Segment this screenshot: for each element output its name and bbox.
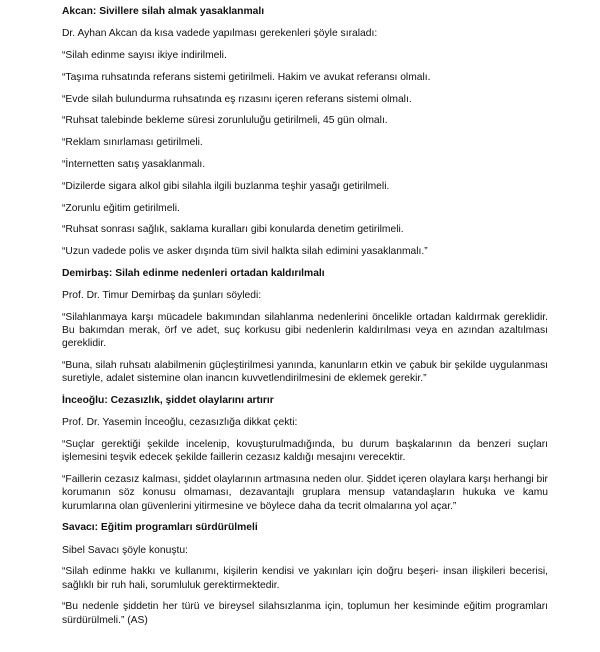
paragraph: “Faillerin cezasız kalması, şiddet olaylarının artmasına neden olur. Şiddet içeren olaylara karşı herhangi bir korumanın söz konusu olmaması, dezavantajlı gruplara mensup vatandaşların hukuka ve kamu kurumlarına olan güvenlerini yitirmesine ve böylece daha da tecrit olmalarına yol açar.” [62, 474, 548, 512]
paragraph: “Ruhsat sonrası sağlık, saklama kuralları gibi konularda denetim getirilmeli. [62, 224, 404, 236]
section-heading: Savacı: Eğitim programları sürdürülmeli [62, 522, 258, 534]
paragraph: “Reklam sınırlaması getirilmeli. [62, 137, 203, 149]
paragraph: “İnternetten satış yasaklanmalı. [62, 158, 206, 170]
paragraph: “Silah edinme hakkı ve kullanımı, kişilerin kendisi ve yakınları için doğru beşeri- insan ilişkileri becerisi, sağlıklı bir ruh hali, sorumluluk gerektirmektedir. [62, 566, 548, 591]
paragraph: Dr. Ayhan Akcan da kısa vadede yapılması gerekenleri şöyle sıraladı: [62, 28, 378, 40]
paragraph: “Buna, silah ruhsatı alabilmenin güçleştirilmesi yanında, kanunların etkin ve çabuk bir şekilde uygulanması suretiyle, adalet sistemine olan inancın kuvvetlendirilmesini de eklemek gerekir.” [62, 360, 548, 385]
paragraph: “Taşıma ruhsatında referans sistemi getirilmeli. Hakim ve avukat referansı olmalı. [62, 71, 431, 83]
paragraph: “Uzun vadede polis ve asker dışında tüm sivil halkta silah edimini yasaklanmalı.” [62, 246, 428, 258]
section-heading: Akcan: Sivillere silah almak yasaklanmalı [62, 6, 265, 17]
section-heading: Demirbaş: Silah edinme nedenleri ortadan kaldırılmalı [62, 267, 325, 279]
paragraph: “Silah edinme sayısı ikiye indirilmeli. [62, 50, 227, 61]
paragraph: Sibel Savacı şöyle konuştu: [62, 544, 188, 556]
paragraph: “Bu nedenle şiddetin her türü ve bireysel silahsızlanma için, toplumun her kesiminde eğitim programları sürdürülmeli.” (AS) [62, 601, 548, 626]
paragraph: “Ruhsat talebinde bekleme süresi zorunluluğu getirilmeli, 45 gün olmalı. [62, 115, 388, 127]
paragraph: “Dizilerde sigara alkol gibi silahla ilgili buzlanma teşhir yasağı getirilmeli. [62, 180, 390, 192]
paragraph: “Evde silah bulundurma ruhsatında eş rızasını içeren referans sistemi olmalı. [62, 93, 412, 105]
section-heading: İnceoğlu: Cezasızlık, şiddet olaylarını artırır [62, 395, 274, 407]
paragraph: “Zorunlu eğitim getirilmeli. [62, 202, 180, 214]
paragraph: Prof. Dr. Yasemin İnceoğlu, cezasızlığa dikkat çekti: [62, 417, 298, 429]
article-body [62, 0, 548, 627]
paragraph: “Silahlanmaya karşı mücadele bakımından silahlanma nedenlerini öncelikle ortadan kaldırmak gereklidir. Bu bakımdan merak, örf ve adet, suç korkusu gibi nedenlerin kaldırılması veya en azından azaltılması gereklidir. [62, 311, 548, 350]
paragraph: “Suçlar gerektiği şekilde incelenip, kovuşturulmadığında, bu durum başkalarının da benzeri suçları işlemesini teşvik edecek şekilde faillerin cezasız kaldığı mesajını verecektir. [62, 439, 548, 464]
paragraph: Prof. Dr. Timur Demirbaş da şunları söyledi: [62, 290, 262, 302]
